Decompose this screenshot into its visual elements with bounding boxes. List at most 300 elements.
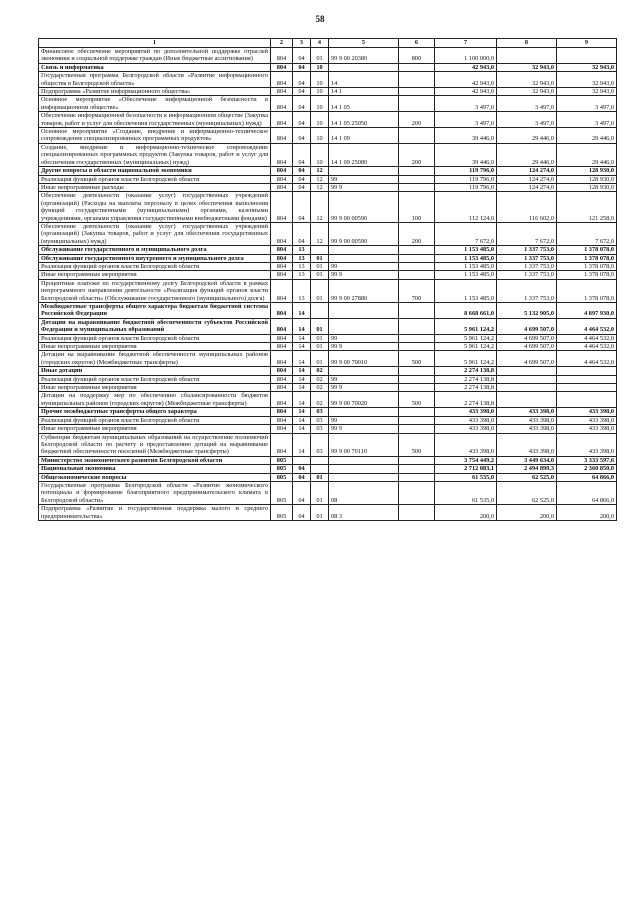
amount-year-1: 3 754 449,2 xyxy=(435,456,497,464)
ministry-code: 804 xyxy=(271,175,293,183)
subsection-code: 02 xyxy=(311,392,329,408)
row-name: Другие вопросы в области национальной экономики xyxy=(39,167,271,175)
ministry-code: 804 xyxy=(271,351,293,367)
row-name: Обеспечение деятельности (оказание услуг) государственных учреждений (организаций) (Расходы на выплаты персоналу в целях обеспечения выполнения функций государственными (муниципальными) органами, казенными учреждениями, органами управления государственными внебюджетными фондами) xyxy=(39,192,271,223)
table-row xyxy=(39,318,617,334)
ministry-code: 804 xyxy=(271,222,293,245)
table-row xyxy=(39,456,617,464)
amount-year-3: 64 866,0 xyxy=(557,481,617,504)
section-code: 14 xyxy=(293,343,311,351)
expense-type-code: 800 xyxy=(399,48,435,64)
target-article-code: 14 1 09 25080 xyxy=(329,143,399,166)
amount-year-1: 433 398,0 xyxy=(435,433,497,456)
section-code: 14 xyxy=(293,303,311,319)
amount-year-1: 433 398,0 xyxy=(435,425,497,433)
amount-year-1: 2 274 138,8 xyxy=(435,384,497,392)
subsection-code xyxy=(311,246,329,254)
ministry-code: 804 xyxy=(271,334,293,342)
expense-type-code xyxy=(399,167,435,175)
expense-type-code xyxy=(399,96,435,112)
section-code: 04 xyxy=(293,192,311,223)
table-row xyxy=(39,425,617,433)
row-name: Министерство экономического развития Белгородской области xyxy=(39,456,271,464)
target-article-code: 14 xyxy=(329,72,399,88)
subsection-code: 02 xyxy=(311,375,329,383)
amount-year-2: 32 943,0 xyxy=(497,88,557,96)
section-code: 04 xyxy=(293,128,311,144)
amount-year-1: 39 446,0 xyxy=(435,128,497,144)
amount-year-2: 62 525,0 xyxy=(497,473,557,481)
table-row xyxy=(39,128,617,144)
ministry-code: 804 xyxy=(271,88,293,96)
row-name: Прочие межбюджетные трансферты общего характера xyxy=(39,408,271,416)
amount-year-1: 5 961 124,2 xyxy=(435,334,497,342)
target-article-code: 08 3 xyxy=(329,505,399,521)
amount-year-2: 124 274,0 xyxy=(497,183,557,191)
ministry-code: 804 xyxy=(271,271,293,279)
target-article-code: 14 1 05 25050 xyxy=(329,112,399,128)
ministry-code: 804 xyxy=(271,384,293,392)
expense-type-code xyxy=(399,505,435,521)
row-name: Государственная программа Белгородской области «Развитие экономического потенциала и формирование благоприятного предпринимательского климата в Белгородской области» xyxy=(39,481,271,504)
amount-year-2: 62 525,0 xyxy=(497,481,557,504)
target-article-code: 99 xyxy=(329,375,399,383)
ministry-code: 804 xyxy=(271,167,293,175)
expense-type-code xyxy=(399,72,435,88)
target-article-code xyxy=(329,456,399,464)
expense-type-code: 500 xyxy=(399,351,435,367)
ministry-code: 804 xyxy=(271,246,293,254)
subsection-code: 01 xyxy=(311,473,329,481)
amount-year-2: 1 337 753,0 xyxy=(497,246,557,254)
expense-type-code xyxy=(399,183,435,191)
table-row xyxy=(39,416,617,424)
ministry-code: 804 xyxy=(271,128,293,144)
section-code: 13 xyxy=(293,254,311,262)
amount-year-1: 42 943,0 xyxy=(435,88,497,96)
amount-year-2: 1 337 753,0 xyxy=(497,254,557,262)
amount-year-2: 116 602,0 xyxy=(497,192,557,223)
row-name: Иные непрограммные мероприятия xyxy=(39,425,271,433)
subsection-code: 01 xyxy=(311,334,329,342)
amount-year-1: 119 796,0 xyxy=(435,175,497,183)
section-code: 14 xyxy=(293,392,311,408)
row-name: Реализация функций органов власти Белгородской области xyxy=(39,262,271,270)
amount-year-1: 7 672,0 xyxy=(435,222,497,245)
expense-type-code: 500 xyxy=(399,392,435,408)
amount-year-3: 200,0 xyxy=(557,505,617,521)
section-code: 13 xyxy=(293,262,311,270)
amount-year-2: 4 699 507,0 xyxy=(497,334,557,342)
section-code: 14 xyxy=(293,351,311,367)
amount-year-2 xyxy=(497,375,557,383)
amount-year-3: 29 446,0 xyxy=(557,128,617,144)
row-name: Общеэкономические вопросы xyxy=(39,473,271,481)
amount-year-2: 3 497,0 xyxy=(497,96,557,112)
amount-year-2: 4 699 507,0 xyxy=(497,318,557,334)
ministry-code: 804 xyxy=(271,318,293,334)
table-row xyxy=(39,192,617,223)
expense-type-code: 200 xyxy=(399,222,435,245)
ministry-code: 804 xyxy=(271,254,293,262)
amount-year-1: 5 961 124,2 xyxy=(435,318,497,334)
subsection-code: 12 xyxy=(311,167,329,175)
section-code: 13 xyxy=(293,271,311,279)
row-name: Создание, внедрение и информационно-техническое сопровождение специализированных программных продуктов (Закупка товаров, работ и услуг для обеспечения государственных (муниципальных) нужд) xyxy=(39,143,271,166)
ministry-code: 804 xyxy=(271,48,293,64)
ministry-code: 804 xyxy=(271,112,293,128)
amount-year-3: 32 943,0 xyxy=(557,88,617,96)
ministry-code: 804 xyxy=(271,143,293,166)
ministry-code: 805 xyxy=(271,473,293,481)
section-code: 04 xyxy=(293,112,311,128)
ministry-code: 804 xyxy=(271,192,293,223)
table-row xyxy=(39,351,617,367)
target-article-code: 99 9 xyxy=(329,384,399,392)
row-name: Реализация функций органов власти Белгородской области xyxy=(39,175,271,183)
subsection-code: 01 xyxy=(311,271,329,279)
amount-year-1: 42 943,0 xyxy=(435,63,497,71)
section-code: 14 xyxy=(293,375,311,383)
expense-type-code xyxy=(399,343,435,351)
subsection-code: 10 xyxy=(311,143,329,166)
row-name: Дотации на поддержку мер по обеспечению сбалансированности бюджетов муниципальных районов (городских округов) (Межбюджетные трансферты) xyxy=(39,392,271,408)
amount-year-2: 3 497,0 xyxy=(497,112,557,128)
target-article-code xyxy=(329,318,399,334)
subsection-code: 10 xyxy=(311,112,329,128)
table-row xyxy=(39,183,617,191)
table-row xyxy=(39,48,617,64)
section-code: 14 xyxy=(293,425,311,433)
table-row xyxy=(39,433,617,456)
row-name: Реализация функций органов власти Белгородской области xyxy=(39,416,271,424)
amount-year-3: 4 464 532,0 xyxy=(557,351,617,367)
expense-type-code: 200 xyxy=(399,143,435,166)
table-row xyxy=(39,96,617,112)
amount-year-2 xyxy=(497,367,557,375)
amount-year-2: 32 943,0 xyxy=(497,63,557,71)
subsection-code xyxy=(311,465,329,473)
expense-type-code xyxy=(399,262,435,270)
amount-year-3: 4 464 532,0 xyxy=(557,318,617,334)
amount-year-1: 2 274 138,8 xyxy=(435,375,497,383)
target-article-code xyxy=(329,408,399,416)
row-name: Процентные платежи по государственному долгу Белгородской области в рамках непрограммного направления деятельности «Реализация функций органов власти Белгородской области» (Обслуживание государственного (муниципального) долга) xyxy=(39,279,271,302)
amount-year-1: 61 535,0 xyxy=(435,481,497,504)
target-article-code: 99 9 00 27880 xyxy=(329,279,399,302)
subsection-code: 01 xyxy=(311,481,329,504)
amount-year-3: 1 378 078,0 xyxy=(557,279,617,302)
expense-type-code xyxy=(399,318,435,334)
amount-year-2: 433 398,0 xyxy=(497,425,557,433)
amount-year-3: 7 672,0 xyxy=(557,222,617,245)
row-name: Обслуживание государственного внутреннего и муниципального долга xyxy=(39,254,271,262)
subsection-code: 03 xyxy=(311,416,329,424)
column-header: 6 xyxy=(399,39,435,48)
table-row xyxy=(39,143,617,166)
ministry-code: 805 xyxy=(271,481,293,504)
amount-year-1: 1 153 485,0 xyxy=(435,246,497,254)
table-row xyxy=(39,279,617,302)
amount-year-2: 7 672,0 xyxy=(497,222,557,245)
row-name: Дотации на выравнивание бюджетной обеспеченности субъектов Российской Федерации и муниципальных образований xyxy=(39,318,271,334)
amount-year-1: 433 398,0 xyxy=(435,416,497,424)
amount-year-1: 433 398,0 xyxy=(435,408,497,416)
amount-year-2: 3 449 634,0 xyxy=(497,456,557,464)
subsection-code: 12 xyxy=(311,222,329,245)
target-article-code xyxy=(329,167,399,175)
row-name: Иные непрограммные расходы xyxy=(39,183,271,191)
amount-year-2: 1 337 753,0 xyxy=(497,262,557,270)
subsection-code: 01 xyxy=(311,351,329,367)
expense-type-code xyxy=(399,254,435,262)
target-article-code xyxy=(329,63,399,71)
section-code: 04 xyxy=(293,72,311,88)
expense-type-code xyxy=(399,175,435,183)
table-row xyxy=(39,175,617,183)
row-name: Иные непрограммные мероприятия xyxy=(39,384,271,392)
section-code: 04 xyxy=(293,481,311,504)
amount-year-3 xyxy=(557,367,617,375)
table-row xyxy=(39,343,617,351)
amount-year-2: 124 274,0 xyxy=(497,175,557,183)
ministry-code: 804 xyxy=(271,425,293,433)
column-header: 5 xyxy=(329,39,399,48)
target-article-code: 99 9 xyxy=(329,183,399,191)
section-code: 13 xyxy=(293,246,311,254)
target-article-code: 99 9 xyxy=(329,343,399,351)
table-row xyxy=(39,367,617,375)
section-code: 04 xyxy=(293,175,311,183)
amount-year-2: 1 337 753,0 xyxy=(497,279,557,302)
amount-year-1: 39 446,0 xyxy=(435,143,497,166)
amount-year-3 xyxy=(557,375,617,383)
amount-year-2 xyxy=(497,384,557,392)
table-row xyxy=(39,271,617,279)
ministry-code: 804 xyxy=(271,303,293,319)
row-name: Государственная программа Белгородской области «Развитие информационного общества в Белгородской области» xyxy=(39,72,271,88)
row-name: Национальная экономика xyxy=(39,465,271,473)
amount-year-1: 2 712 083,1 xyxy=(435,465,497,473)
row-name: Межбюджетные трансферты общего характера бюджетам бюджетной системы Российской Федерации xyxy=(39,303,271,319)
section-code: 14 xyxy=(293,408,311,416)
section-code: 04 xyxy=(293,183,311,191)
table-row xyxy=(39,88,617,96)
row-name: Иные дотации xyxy=(39,367,271,375)
amount-year-3: 433 398,0 xyxy=(557,433,617,456)
section-code: 04 xyxy=(293,48,311,64)
amount-year-1: 1 153 485,0 xyxy=(435,271,497,279)
ministry-code: 805 xyxy=(271,456,293,464)
section-code: 04 xyxy=(293,222,311,245)
budget-table xyxy=(38,38,617,521)
subsection-code: 12 xyxy=(311,175,329,183)
amount-year-1: 119 796,0 xyxy=(435,183,497,191)
subsection-code: 10 xyxy=(311,128,329,144)
amount-year-3: 128 930,0 xyxy=(557,167,617,175)
amount-year-3: 433 398,0 xyxy=(557,416,617,424)
amount-year-3: 4 897 930,0 xyxy=(557,303,617,319)
target-article-code xyxy=(329,465,399,473)
target-article-code: 14 1 05 xyxy=(329,96,399,112)
expense-type-code xyxy=(399,465,435,473)
subsection-code: 03 xyxy=(311,408,329,416)
section-code: 04 xyxy=(293,96,311,112)
expense-type-code: 200 xyxy=(399,112,435,128)
amount-year-3: 3 333 597,6 xyxy=(557,456,617,464)
amount-year-3: 29 446,0 xyxy=(557,143,617,166)
ministry-code: 804 xyxy=(271,63,293,71)
amount-year-2: 1 337 753,0 xyxy=(497,271,557,279)
ministry-code: 804 xyxy=(271,262,293,270)
amount-year-2: 5 132 905,0 xyxy=(497,303,557,319)
row-name: Подпрограмма «Развитие и государственная поддержка малого и среднего предпринимательства» xyxy=(39,505,271,521)
subsection-code: 02 xyxy=(311,384,329,392)
amount-year-2: 433 398,0 xyxy=(497,433,557,456)
amount-year-3: 3 497,0 xyxy=(557,96,617,112)
amount-year-2: 4 699 507,0 xyxy=(497,351,557,367)
target-article-code: 99 9 00 20380 xyxy=(329,48,399,64)
column-header: 2 xyxy=(271,39,293,48)
section-code: 14 xyxy=(293,416,311,424)
row-name: Субвенции бюджетам муниципальных образований на осуществление полномочий Белгородской области по расчету и предоставлению дотаций на выравнивание бюджетной обеспеченности поселений (Межбюджетные трансферты) xyxy=(39,433,271,456)
amount-year-3: 4 464 532,0 xyxy=(557,334,617,342)
column-header: 9 xyxy=(557,39,617,48)
amount-year-2: 29 446,0 xyxy=(497,128,557,144)
ministry-code: 804 xyxy=(271,367,293,375)
row-name: Иные непрограммные мероприятия xyxy=(39,271,271,279)
amount-year-2: 433 398,0 xyxy=(497,416,557,424)
header-row xyxy=(39,39,617,48)
amount-year-3: 433 398,0 xyxy=(557,408,617,416)
amount-year-1: 3 497,0 xyxy=(435,112,497,128)
table-row xyxy=(39,481,617,504)
subsection-code: 12 xyxy=(311,183,329,191)
amount-year-3: 4 464 532,0 xyxy=(557,343,617,351)
amount-year-1: 2 274 138,8 xyxy=(435,367,497,375)
target-article-code xyxy=(329,303,399,319)
amount-year-1: 112 124,0 xyxy=(435,192,497,223)
section-code: 14 xyxy=(293,384,311,392)
section-code: 04 xyxy=(293,143,311,166)
section-code: 04 xyxy=(293,473,311,481)
amount-year-3: 32 943,0 xyxy=(557,63,617,71)
row-name: Финансовое обеспечение мероприятий по дополнительной поддержке отраслей экономики и социальной поддержке граждан (Иные бюджетные ассигнования) xyxy=(39,48,271,64)
subsection-code: 01 xyxy=(311,48,329,64)
amount-year-2: 124 274,0 xyxy=(497,167,557,175)
section-code: 04 xyxy=(293,167,311,175)
row-name: Связь и информатика xyxy=(39,63,271,71)
ministry-code: 804 xyxy=(271,433,293,456)
section-code: 04 xyxy=(293,465,311,473)
section-code: 04 xyxy=(293,505,311,521)
subsection-code xyxy=(311,456,329,464)
amount-year-1: 1 153 485,0 xyxy=(435,279,497,302)
expense-type-code xyxy=(399,408,435,416)
section-code: 14 xyxy=(293,367,311,375)
subsection-code: 01 xyxy=(311,254,329,262)
target-article-code: 99 xyxy=(329,262,399,270)
expense-type-code xyxy=(399,456,435,464)
amount-year-1: 5 961 124,2 xyxy=(435,343,497,351)
target-article-code: 99 xyxy=(329,334,399,342)
subsection-code xyxy=(311,303,329,319)
page-number: 58 xyxy=(315,14,325,24)
table-row xyxy=(39,303,617,319)
table-row xyxy=(39,167,617,175)
target-article-code: 99 9 xyxy=(329,425,399,433)
table-row xyxy=(39,222,617,245)
subsection-code: 10 xyxy=(311,63,329,71)
target-article-code xyxy=(329,367,399,375)
column-header: 1 xyxy=(39,39,271,48)
subsection-code: 03 xyxy=(311,433,329,456)
amount-year-3: 2 360 850,0 xyxy=(557,465,617,473)
target-article-code: 99 9 00 70010 xyxy=(329,351,399,367)
expense-type-code xyxy=(399,334,435,342)
ministry-code: 804 xyxy=(271,343,293,351)
amount-year-1: 2 274 138,8 xyxy=(435,392,497,408)
amount-year-2: 433 398,0 xyxy=(497,408,557,416)
section-code: 14 xyxy=(293,334,311,342)
ministry-code: 804 xyxy=(271,183,293,191)
amount-year-3: 1 378 078,0 xyxy=(557,262,617,270)
row-name: Реализация функций органов власти Белгородской области xyxy=(39,334,271,342)
ministry-code: 804 xyxy=(271,72,293,88)
amount-year-2: 2 494 899,3 xyxy=(497,465,557,473)
row-name: Основное мероприятие «Создание, внедрение и информационно-техническое сопровождение специализированных программных продуктов» xyxy=(39,128,271,144)
subsection-code: 03 xyxy=(311,425,329,433)
expense-type-code xyxy=(399,425,435,433)
table-row xyxy=(39,465,617,473)
table-row xyxy=(39,334,617,342)
amount-year-1: 1 100 000,0 xyxy=(435,48,497,64)
expense-type-code xyxy=(399,473,435,481)
expense-type-code xyxy=(399,367,435,375)
row-name: Основное мероприятие «Обеспечение информационной безопасности в информационном обществе» xyxy=(39,96,271,112)
expense-type-code xyxy=(399,481,435,504)
amount-year-1: 1 153 485,0 xyxy=(435,262,497,270)
target-article-code: 99 xyxy=(329,175,399,183)
amount-year-3 xyxy=(557,48,617,64)
amount-year-2: 29 446,0 xyxy=(497,143,557,166)
column-header: 8 xyxy=(497,39,557,48)
subsection-code: 02 xyxy=(311,367,329,375)
table-row xyxy=(39,408,617,416)
amount-year-1: 119 796,0 xyxy=(435,167,497,175)
target-article-code: 99 9 00 00590 xyxy=(329,192,399,223)
section-code: 04 xyxy=(293,63,311,71)
table-row xyxy=(39,254,617,262)
amount-year-3: 1 378 078,0 xyxy=(557,254,617,262)
table-row xyxy=(39,505,617,521)
expense-type-code xyxy=(399,375,435,383)
section-code: 14 xyxy=(293,433,311,456)
subsection-code: 01 xyxy=(311,343,329,351)
amount-year-3 xyxy=(557,384,617,392)
amount-year-2 xyxy=(497,48,557,64)
ministry-code: 804 xyxy=(271,416,293,424)
table-row xyxy=(39,384,617,392)
row-name: Реализация функций органов власти Белгородской области xyxy=(39,375,271,383)
row-name: Обслуживание государственного и муниципального долга xyxy=(39,246,271,254)
amount-year-3 xyxy=(557,392,617,408)
target-article-code xyxy=(329,246,399,254)
expense-type-code: 700 xyxy=(399,279,435,302)
target-article-code: 08 xyxy=(329,481,399,504)
amount-year-3: 128 930,0 xyxy=(557,183,617,191)
column-header: 3 xyxy=(293,39,311,48)
